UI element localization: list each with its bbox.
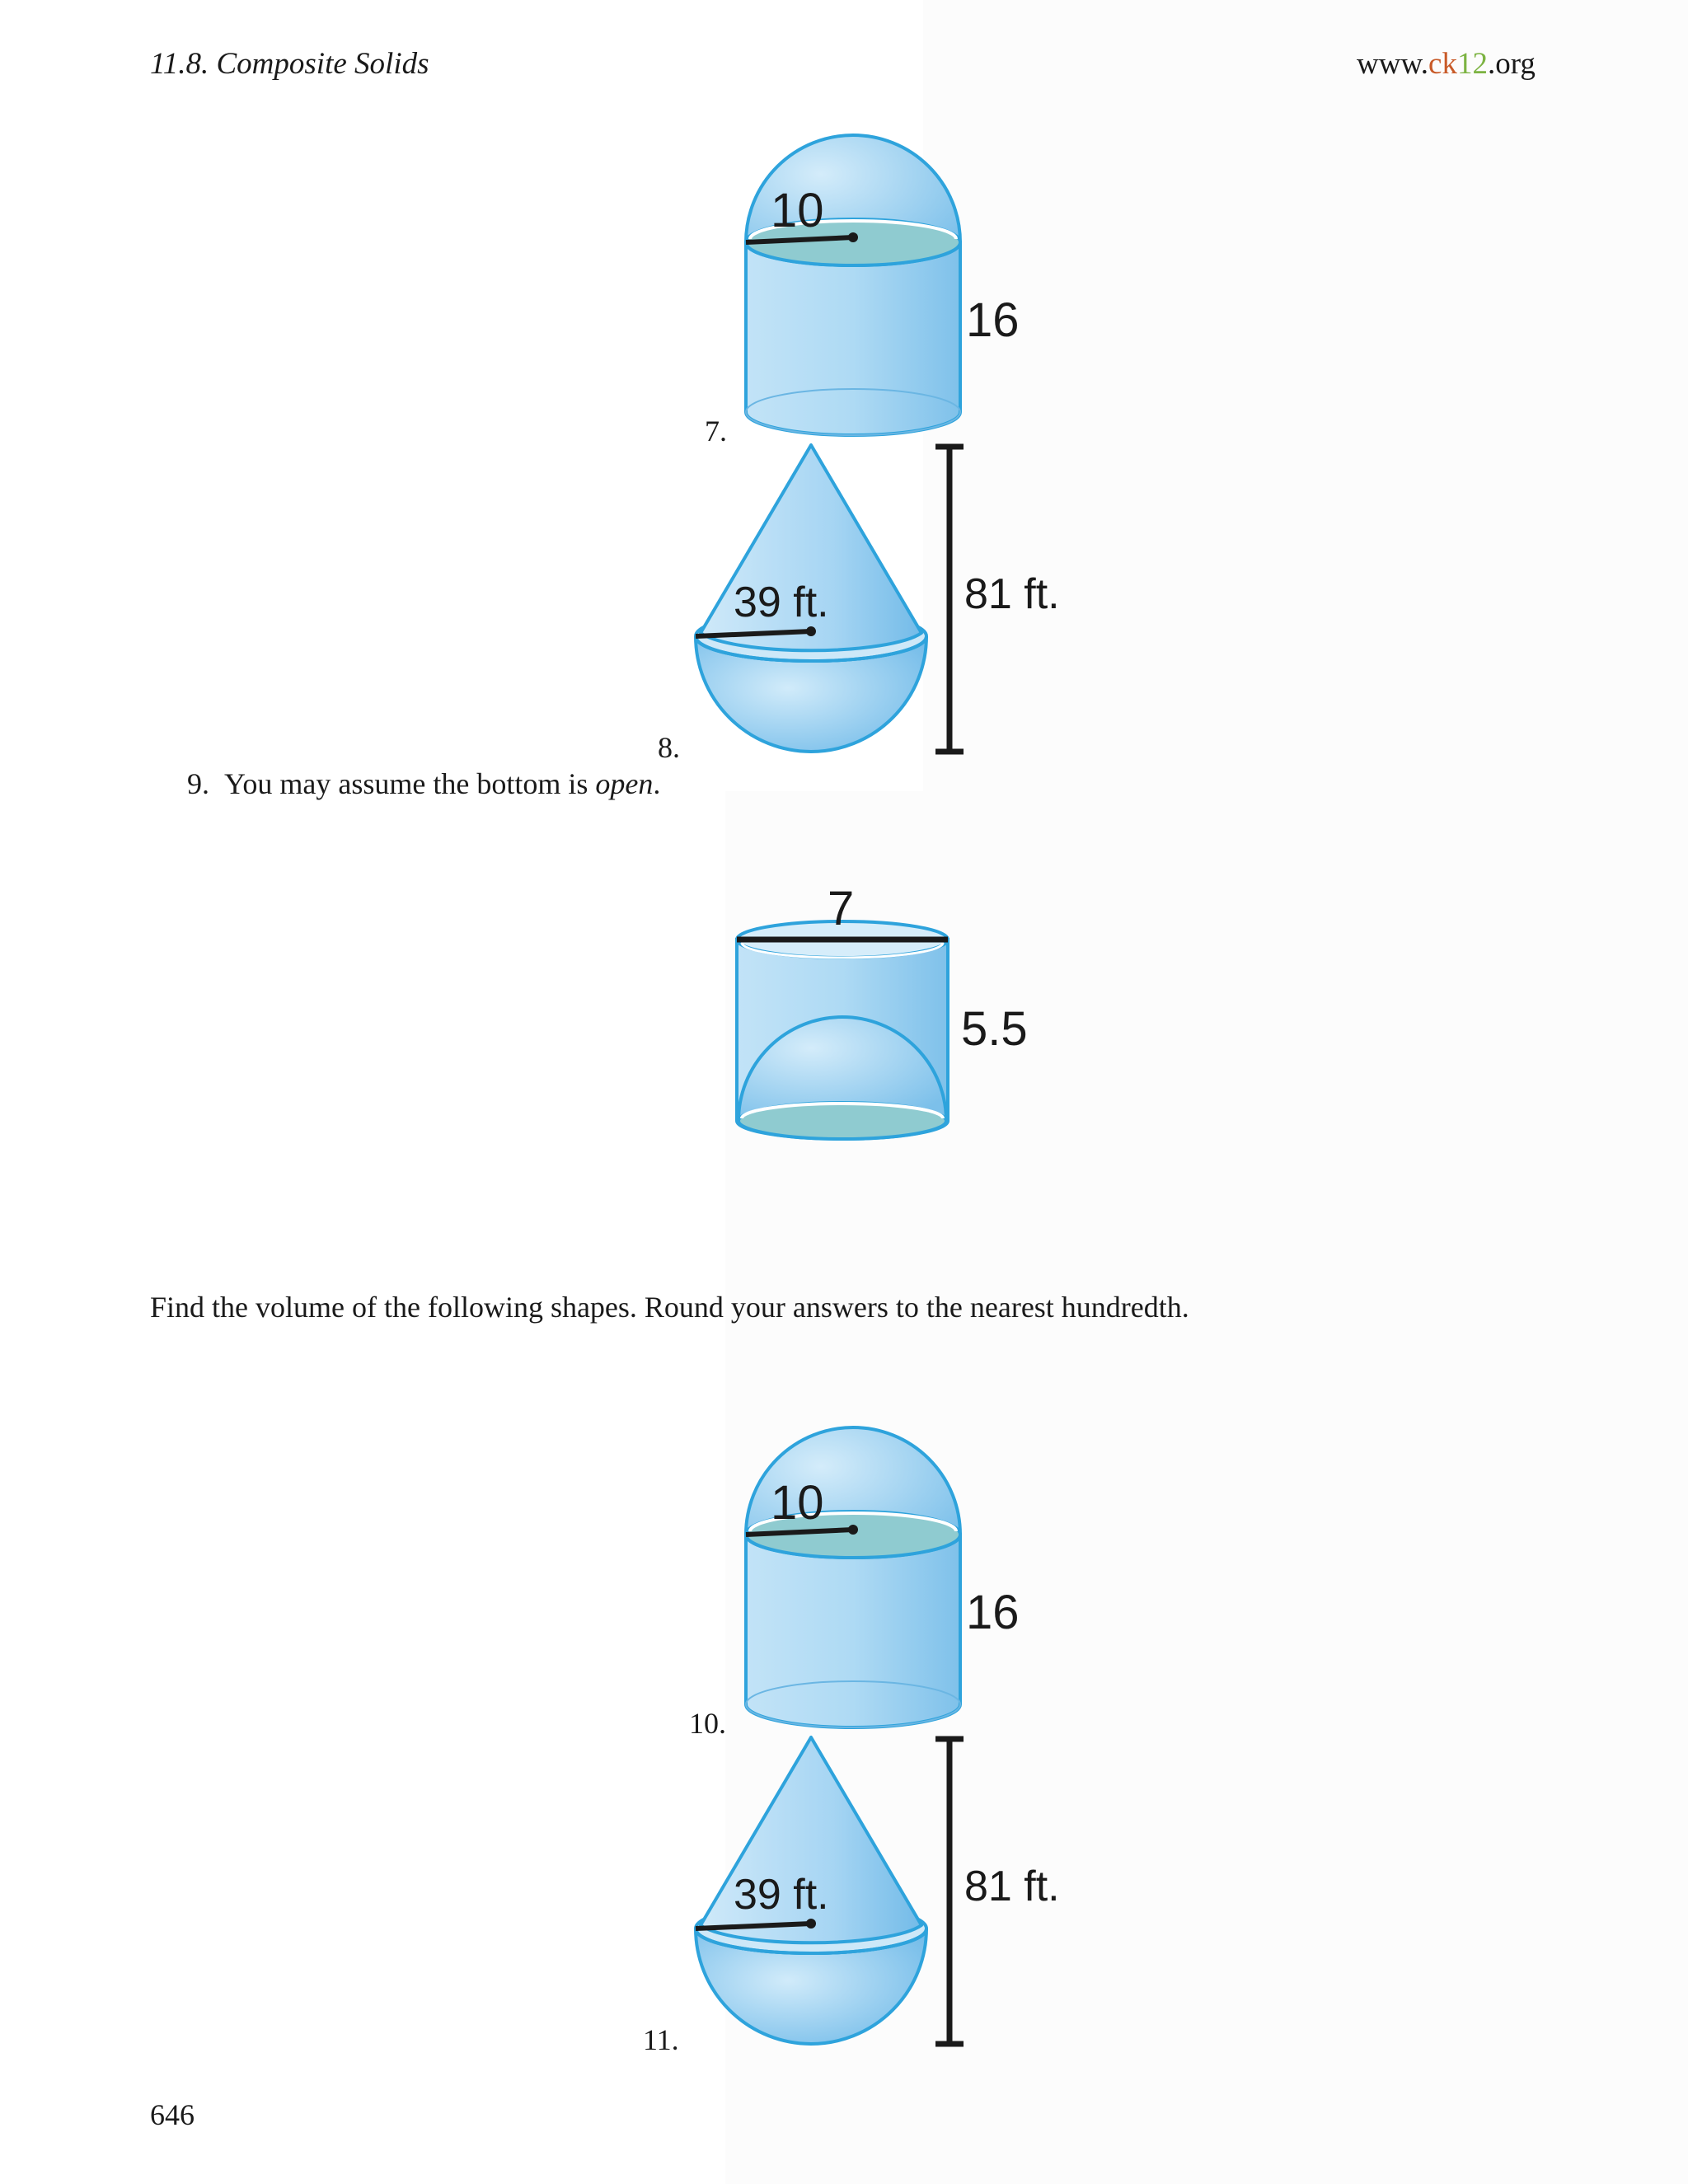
height-label: 5.5 [961,1002,1028,1056]
diameter-label: 7 [828,882,855,935]
radius-label: 39 ft. [734,1871,829,1919]
radius-label: 10 [771,184,824,237]
center-dot [848,1525,858,1535]
cylinder-body [746,1535,960,1727]
problem-11-number: 11. [643,2023,679,2056]
height-label: 16 [966,293,1020,347]
figure-10-cylinder-hemisphere [725,1416,1055,1746]
problem-9 [187,766,660,801]
figure-9-cylinder-hollow-hemisphere [725,874,1055,1162]
problem-9-italic: open [595,767,654,800]
site-url-suffix: .org [1487,47,1536,81]
site-url[interactable] [1357,46,1536,82]
site-url-prefix: www. [1357,47,1429,81]
radius-label: 39 ft. [734,579,829,626]
height-dimension-bar [935,447,964,752]
problem-9-number: 9. [187,767,209,800]
figure-8-cone-hemisphere [684,437,1080,766]
site-url-12: 12 [1456,47,1488,81]
cylinder-body [746,242,960,435]
problem-9-text: You may assume the bottom is [224,767,596,800]
figure-11-cone-hemisphere [684,1729,1080,2059]
height-label: 81 ft. [964,1863,1060,1910]
problem-7-number: 7. [705,415,727,448]
instruction-text: Find the volume of the following shapes. Round your answers to the nearest hundredth. [150,1291,1189,1324]
radius-label: 10 [771,1476,824,1530]
problem-8-number: 8. [658,731,680,764]
center-dot [806,1919,816,1929]
section-header: 11.8. Composite Solids [150,47,429,81]
center-dot [806,626,816,636]
figure-7-cylinder-hemisphere [725,124,1055,453]
center-dot [848,232,858,242]
page-number: 646 [150,2098,195,2131]
height-dimension-bar [935,1739,964,2044]
site-url-ck: ck [1428,47,1457,81]
height-label: 81 ft. [964,570,1060,618]
problem-9-period: . [653,767,661,800]
problem-10-number: 10. [689,1707,726,1740]
height-label: 16 [966,1586,1020,1639]
